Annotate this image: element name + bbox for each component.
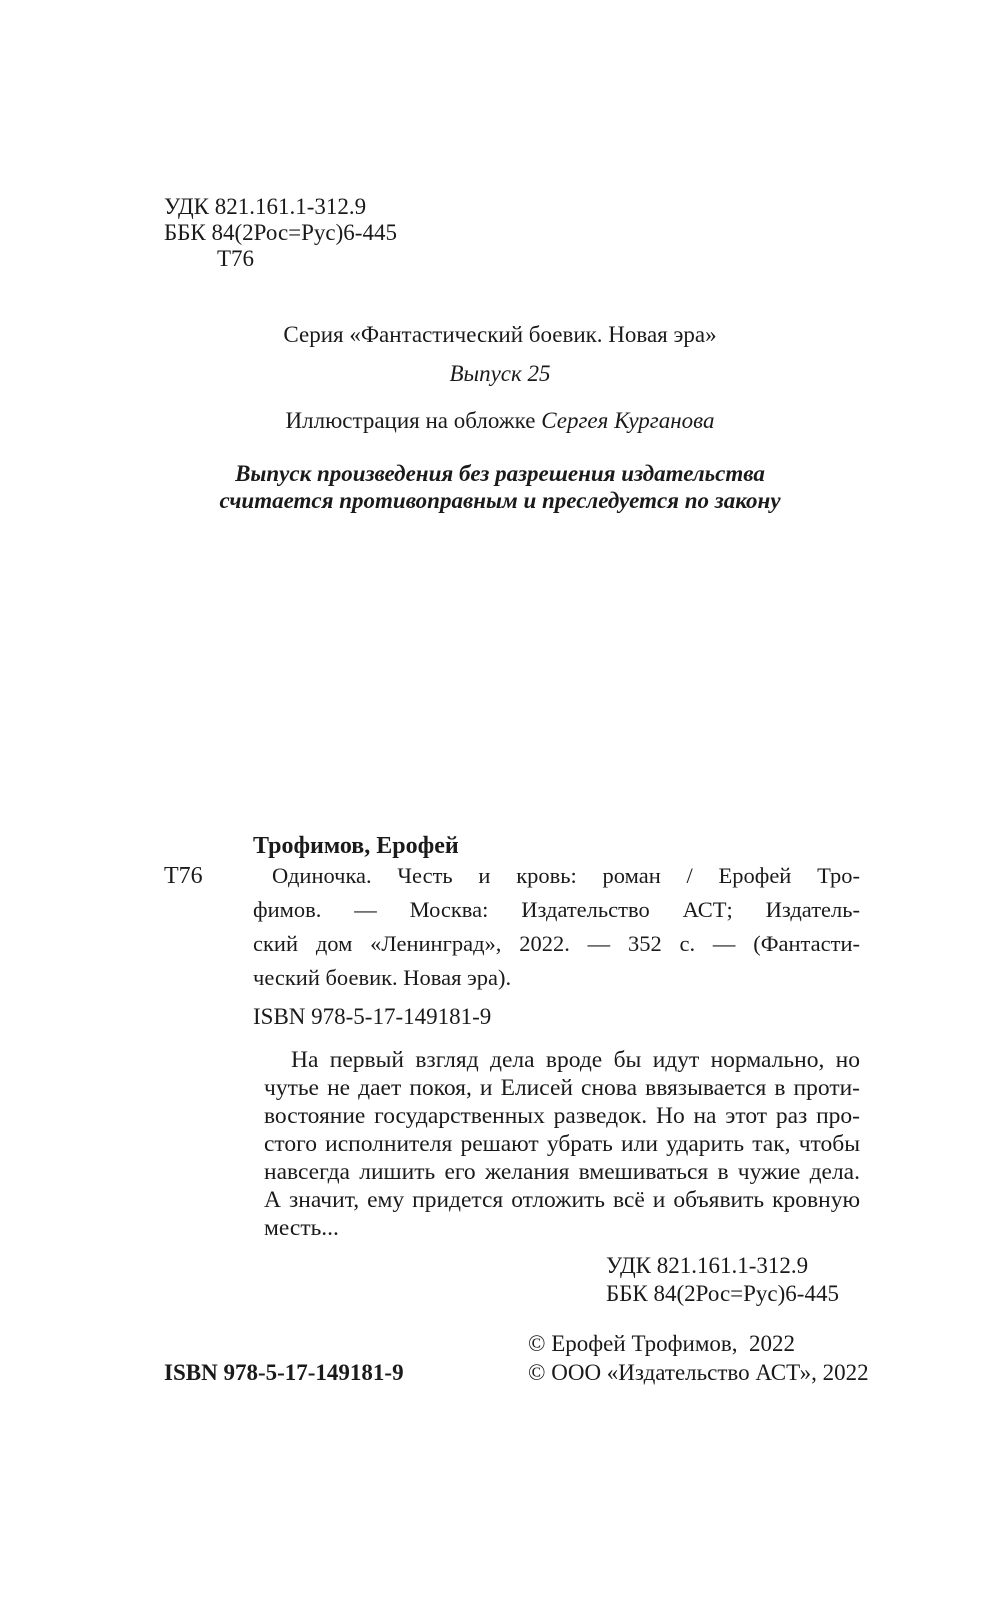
catalog-description-line: ческий боевик. Новая эра).: [253, 965, 512, 990]
catalog-description-line: фимов. — Москва: Издательство АСТ; Издатель-: [253, 897, 860, 922]
bottom-bbk: ББК 84(2Рос=Рус)6-445: [606, 1281, 839, 1306]
top-bbk: ББК 84(2Рос=Рус)6-445: [164, 220, 397, 245]
series-issue: Выпуск 25: [449, 361, 551, 386]
annotation-line: На первый взгляд дела вроде бы идут нормально, но: [291, 1047, 860, 1073]
legal-notice-line-2: считается противоправным и преследуется по закону: [219, 488, 781, 513]
top-author-mark: Т76: [217, 246, 255, 271]
copyright-author: © Ерофей Трофимов, 2022: [528, 1331, 795, 1356]
annotation-line: стого исполнителя решают убрать или ударить так, чтобы: [264, 1131, 860, 1157]
copyright-publisher: © ООО «Издательство АСТ», 2022: [528, 1360, 869, 1385]
catalog-description-line: ский дом «Ленинград», 2022. — 352 с. — (Фантасти-: [253, 931, 860, 956]
top-udk: УДК 821.161.1-312.9: [164, 194, 367, 219]
catalog-author-mark: Т76: [164, 863, 203, 889]
illustration-prefix: Иллюстрация на обложке: [285, 408, 542, 433]
illustration-credit: [0, 407, 1000, 435]
annotation-line: востояние государственных разведок. Но на этот раз про-: [264, 1103, 860, 1129]
bottom-udk: УДК 821.161.1-312.9: [606, 1253, 809, 1278]
footer-isbn: ISBN 978-5-17-149181-9: [164, 1360, 404, 1385]
illustration-artist: Сергея Курганова: [541, 408, 715, 433]
annotation-line: чутье не дает покоя, и Елисей снова ввязывается в проти-: [264, 1075, 860, 1101]
legal-notice-line-1: Выпуск произведения без разрешения издательства: [235, 461, 765, 486]
annotation-line: месть...: [264, 1215, 339, 1241]
annotation-line: навсегда лишить его желания вмешиваться в чужие дела.: [264, 1159, 860, 1185]
catalog-author-heading: Трофимов, Ерофей: [253, 833, 459, 859]
annotation-line: А значит, ему придется отложить всё и объявить кровную: [264, 1187, 860, 1213]
series-line: Серия «Фантастический боевик. Новая эра»: [283, 322, 717, 347]
catalog-description-line: Одиночка. Честь и кровь: роман / Ерофей Тро-: [272, 863, 860, 888]
catalog-isbn: ISBN 978-5-17-149181-9: [253, 1004, 492, 1029]
